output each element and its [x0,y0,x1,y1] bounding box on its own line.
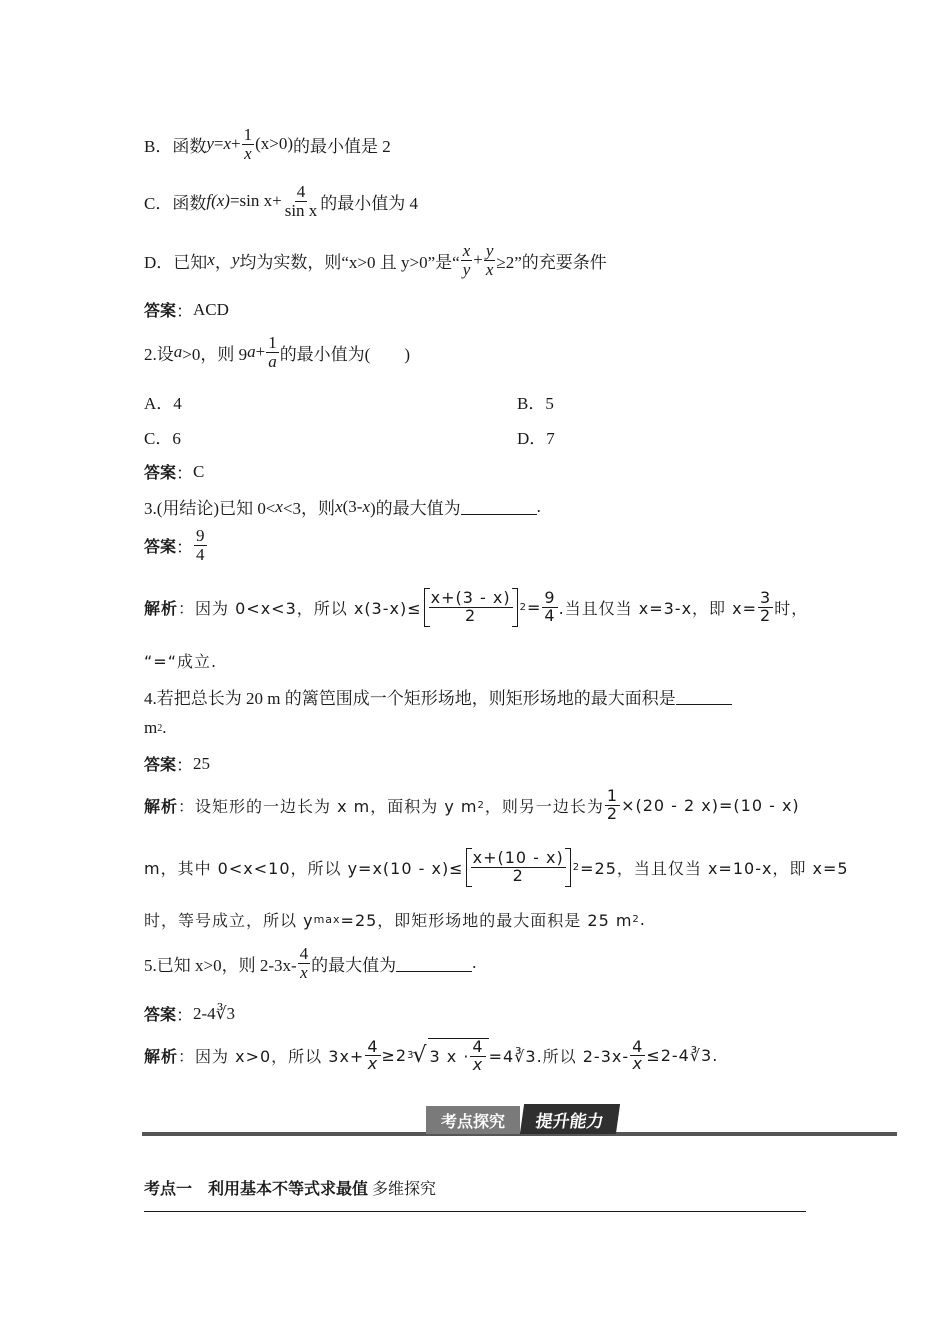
option-text: B．5 [517,394,554,413]
period: . [162,718,167,737]
period: . [536,496,541,516]
numerator: 9 [196,526,205,545]
option-d-mid: 均为实数，则“x>0 且 y>0”是“ [239,252,460,272]
section-banner [142,1104,897,1138]
numerator: 1 [268,333,277,352]
fraction [630,1036,645,1074]
fraction [470,1039,485,1074]
denominator: 4 [544,605,556,625]
radicand [428,1038,489,1074]
solution-text: =25，即矩形场地的最大面积是 25 m [340,911,633,930]
q2-option-d [517,424,555,449]
answer-label: 答案 [144,463,177,482]
solution-3 [144,590,808,625]
var-x: x [362,496,370,516]
answer-value: 2-4∛3 [193,1003,236,1023]
var-y: y [231,250,240,270]
denominator: x [632,1054,643,1074]
solution-4-cont [144,850,849,885]
option-text: A．4 [144,394,182,413]
solution-text: ≥2 [381,1046,408,1066]
colon: ： [176,537,194,557]
denominator: x [472,1054,484,1074]
bracket [466,850,571,885]
denominator: x [244,143,252,163]
denominator: x [300,962,308,982]
colon: ： [176,1006,194,1025]
colon: ： [178,598,196,618]
solution-4-end [144,908,646,931]
option-d-tail: ≥2”的充要条件 [496,252,607,272]
answer-5 [144,1001,235,1026]
solution-5 [144,1038,718,1074]
numerator: y [485,241,494,260]
denominator: 2 [760,605,772,625]
var-x: x [275,496,283,516]
denominator: sin x [284,200,318,220]
var-y: y [206,134,214,154]
unit: m [144,718,158,737]
denominator: 4 [196,544,205,564]
answer-2 [144,459,204,484]
denominator: x [485,259,494,279]
question-2 [144,334,410,371]
option-c-mid: =sin x+ [229,191,282,211]
numerator: 1 [243,125,253,144]
solution-label: 解析 [144,598,179,618]
denominator: 2 [512,865,524,885]
q3-tail: )的最大值为 [369,499,461,518]
fraction-2 [484,242,496,279]
option-c-tail: 的最小值为 4 [320,193,419,213]
fraction [758,590,773,625]
fraction [283,183,320,220]
q5-tail: 的最大值为 [311,955,397,975]
banner-right-tab: 提升能力 [520,1104,620,1134]
q2-option-c [144,424,181,449]
fraction [542,590,557,625]
var-a: a [247,342,256,362]
option-c-label: C．函数 [144,193,207,213]
denominator: 2 [465,605,477,625]
answer-3 [144,527,208,564]
solution-text: ×(20 - 2 x)=(10 - x) [621,795,800,815]
plus: + [473,250,483,270]
option-text: C．6 [144,429,181,448]
numerator: x [462,241,471,260]
solution-text: =25，当且仅当 x=10-x，即 x=5 [580,858,849,878]
numerator: 4 [632,1036,644,1056]
answer-label: 答案 [144,1005,177,1024]
answer-blank [396,955,472,972]
solution-label: 解析 [144,1047,179,1067]
var-x: x [207,250,215,270]
q2-tail: 的最小值为( ) [279,344,411,364]
option-d-label: D．已知 [144,252,208,272]
exponent: 2 [519,601,527,613]
section-tag: 多维探究 [372,1181,437,1198]
solution-text: “=“成立. [144,652,218,671]
section-heading [144,1176,806,1212]
fraction [266,334,279,371]
fraction-1 [461,242,473,279]
numerator: 4 [367,1036,379,1056]
q4-text: 4.若把总长为 20 m 的篱笆围成一个矩形场地，则矩形场地的最大面积是 [144,689,676,708]
exponent: 2 [157,722,163,734]
answer-label: 答案 [144,301,177,320]
option-b-label: B．函数 [144,136,207,156]
banner-left-tab: 考点探究 [426,1106,520,1134]
solution-text: 时， [774,598,809,618]
bracket [424,590,518,625]
period: . [472,953,477,973]
fraction [429,590,513,625]
period: . [639,910,646,929]
option-c [144,183,418,220]
q2-option-a [144,389,182,414]
plus: + [231,134,241,154]
option-b [144,126,391,163]
plus: + [255,342,266,362]
answer-blank [461,498,537,515]
solution-text: =4∛3.所以 2-3x- [488,1047,630,1067]
numerator: 9 [544,588,556,607]
q2-gt: >0，则 9 [182,344,248,364]
q2-option-b [517,389,554,414]
answer-value: 25 [193,753,211,773]
answer-1 [144,297,229,322]
option-d [144,242,607,279]
var-a: a [173,342,183,362]
solution-text: 设矩形的一边长为 x m，面积为 y m [195,796,478,816]
solution-label: 解析 [144,796,179,816]
numerator: 4 [472,1037,484,1056]
question-5 [144,945,476,982]
colon: ： [176,756,194,775]
denominator: x [367,1054,379,1074]
numerator: x+(10 - x) [472,848,564,867]
answer-value: C [193,461,205,481]
subscript: max [313,913,341,926]
answer-4 [144,751,210,776]
radical-sign: √ [412,1043,428,1069]
fraction [605,788,620,823]
solution-text: ≤2-4∛3. [646,1046,719,1066]
numerator: 3 [760,588,772,607]
fx: f(x) [206,191,230,211]
exponent: 2 [632,914,640,925]
fraction [471,850,566,885]
exponent: 2 [572,861,581,873]
solution-4 [144,788,800,823]
numerator: x+(3 - x) [430,588,511,607]
fraction [298,945,311,982]
condition: (x>0) [255,134,294,154]
denominator: a [268,351,277,371]
solution-text: ，则另一边长为 [484,796,604,816]
q2-pre: 2.设 [144,344,174,364]
fraction [365,1036,380,1074]
solution-text: m，其中 0<x<10，所以 y=x(10 - x)≤ [144,858,464,878]
var-x: x [335,496,343,516]
denominator: 2 [606,803,619,823]
sep: ， [214,252,232,272]
numerator: 1 [606,786,619,805]
eq: = [526,597,542,617]
solution-text: 时，等号成立，所以 y [144,911,314,930]
q3-mid2: (3- [342,496,363,516]
root-index: 3 [407,1050,415,1062]
denominator: y [462,259,471,279]
answer-label: 答案 [144,536,177,556]
solution-text: .当且仅当 x=3-x，即 x= [558,598,757,618]
exponent: 2 [477,799,485,811]
fraction [194,527,207,564]
eq: = [213,134,224,154]
question-4 [144,684,732,709]
answer-value: ACD [193,299,229,319]
fraction [242,126,255,163]
solution-text: 因为 x>0，所以 3x+ [195,1047,365,1067]
numerator: 4 [299,944,309,963]
question-3 [144,494,541,519]
answer-blank [676,688,732,705]
colon: ： [178,796,196,816]
option-b-tail: 的最小值是 2 [293,136,391,156]
section-title: 考点一 利用基本不等式求最值 [144,1179,369,1198]
colon: ： [178,1047,196,1067]
solution-3-cont [144,649,217,672]
question-4-cont [144,718,166,738]
var-x: x [223,134,232,154]
numerator: 4 [296,182,306,201]
q5-pre: 5.已知 x>0，则 2-3x- [144,955,297,975]
q3-mid: <3，则 [282,499,336,518]
solution-text: 因为 0<x<3，所以 x(3-x)≤ [195,598,422,618]
colon: ： [176,302,194,321]
q3-pre: 3.(用结论)已知 0< [144,499,276,518]
option-text: D．7 [517,429,555,448]
radicand-text: 3 x · [429,1046,470,1066]
colon: ： [176,464,194,483]
answer-label: 答案 [144,755,177,774]
